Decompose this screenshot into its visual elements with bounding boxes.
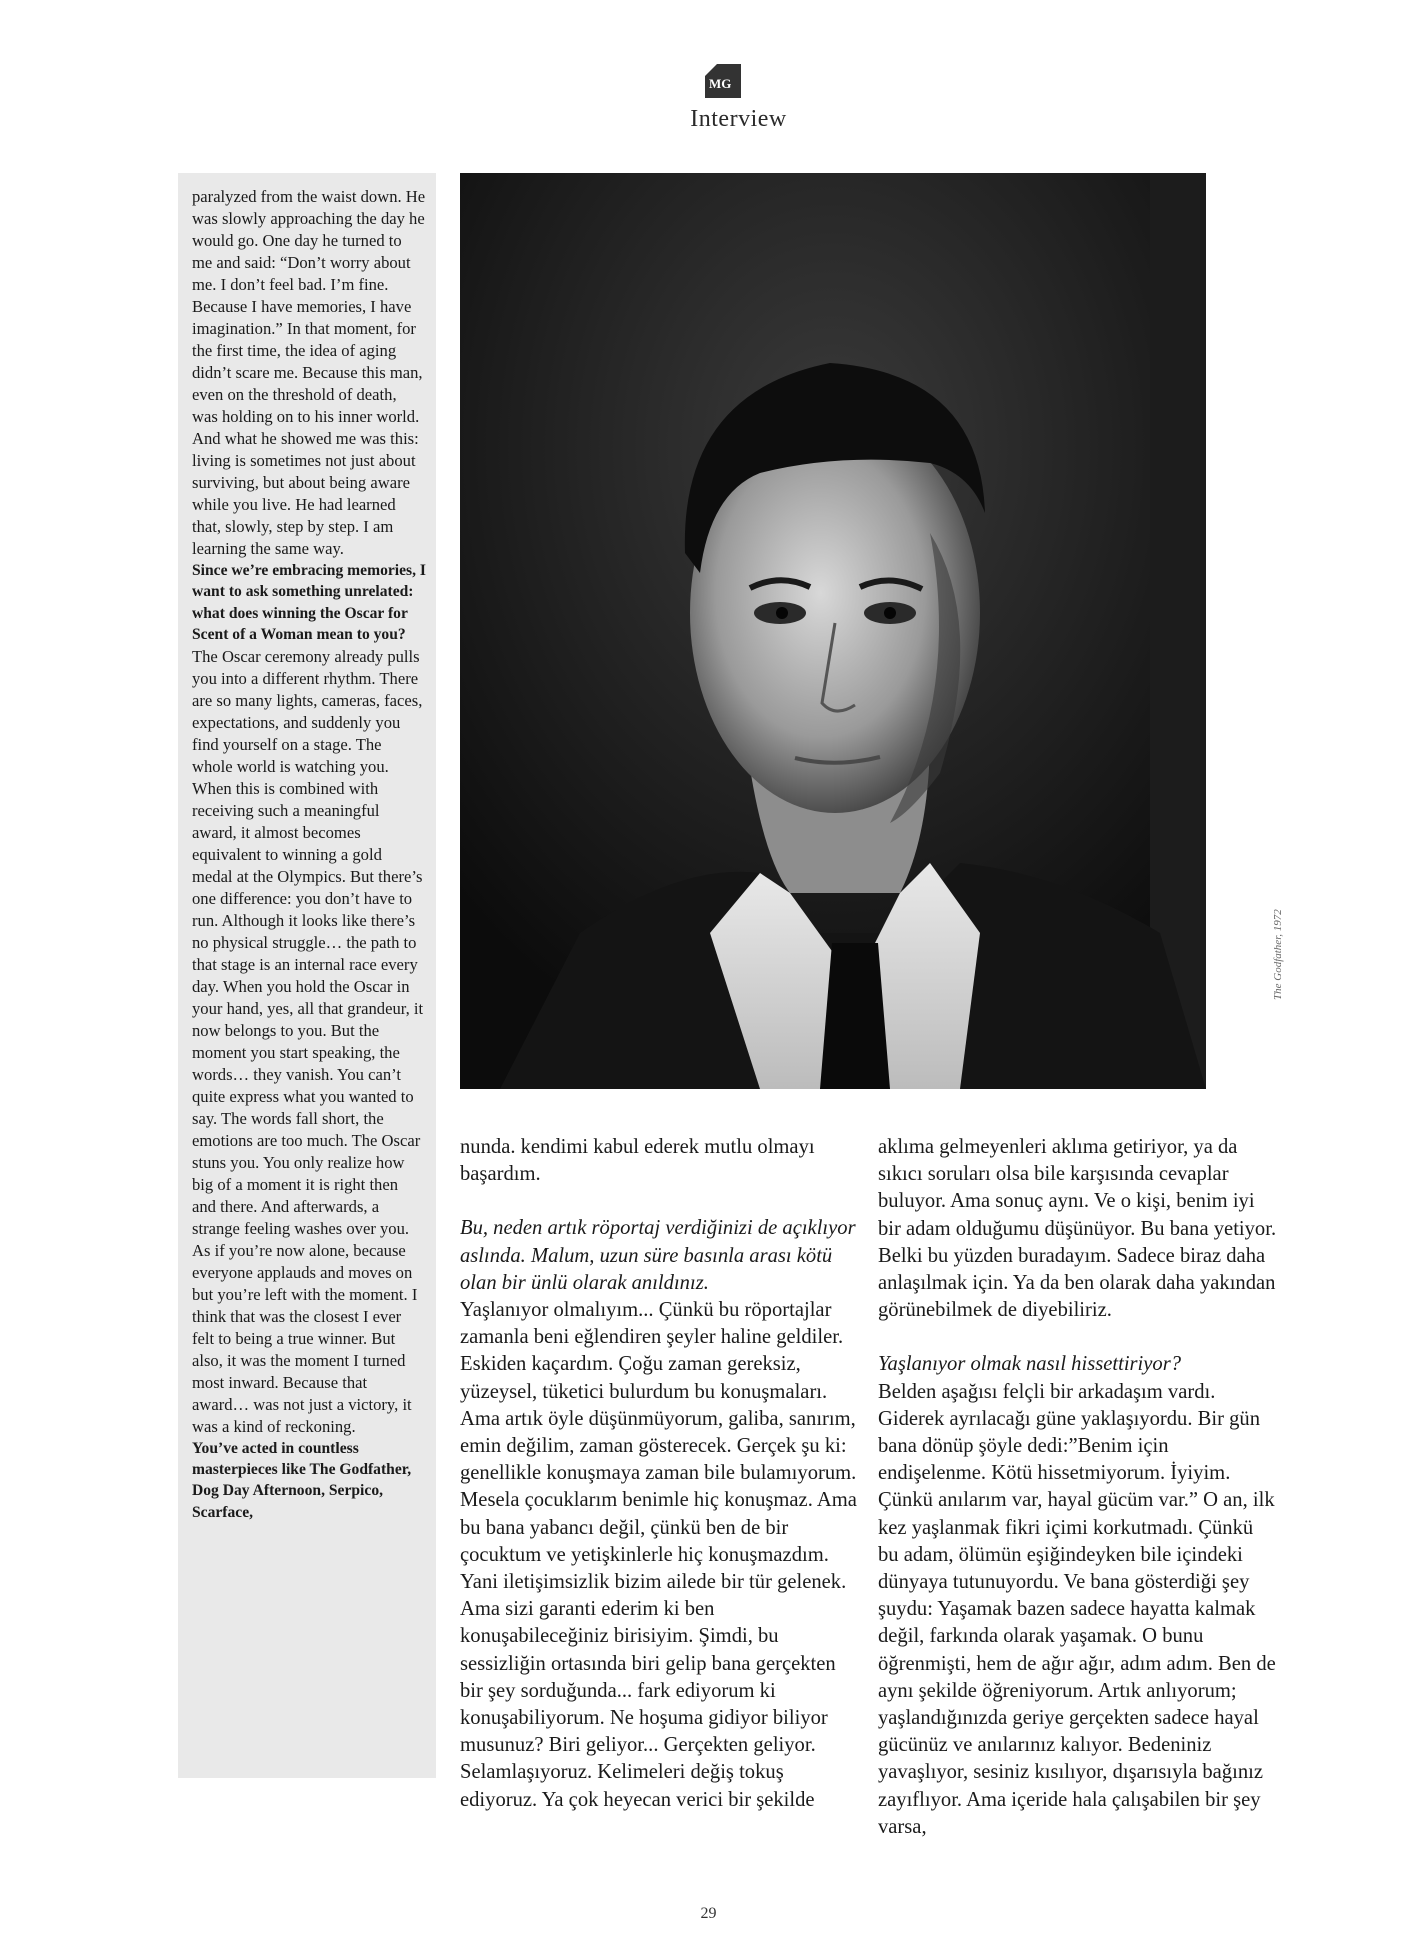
page-number: 29 bbox=[700, 1905, 717, 1922]
sidebar-question: Since we’re embracing memories, I want to ask something unrelated: what does winning the Oscar for Scent of a Woman mean to you? bbox=[192, 562, 426, 644]
interview-question: Bu, neden artık röportaj verdiğinizi de açıklıyor aslında. Malum, uzun süre basınla arası kötü olan bir ünlü olarak anıldınız. bbox=[460, 1217, 856, 1294]
article-paragraph: nunda. kendimi kabul ederek mutlu olmayı başardım. bbox=[460, 1136, 815, 1186]
photo-credit: The Godfather, 1972 bbox=[1272, 909, 1284, 1000]
article-column-3 bbox=[878, 1134, 1278, 1841]
logo-text: MG bbox=[709, 76, 732, 91]
sidebar-column bbox=[178, 173, 436, 1778]
article-column-2 bbox=[460, 1134, 860, 1814]
article-paragraph: Belden aşağısı felçli bir arkadaşım vardı. Giderek ayrılacağı güne yaklaşıyordu. Bir gün bana dönüp şöyle dedi:”Benim için endişelenme. Kötü hissetmiyorum. İyiyim. Çünkü anılarım var, hayal gücüm var.” O an, ilk kez yaşlanmak fikri içimi korkutmadı. Çünkü bu adam, ölümün eşiğindeyken bile içindeki dünyaya tutunuyordu. Ve bana gösterdiği şey şuydu: Yaşamak bazen sadece hayatta kalmak değil, farkında olarak yaşamak. O bunu öğrenmişti, hem de ağır ağır, adım adım. Ben de aynı şekilde öğreniyorum. Artık anlıyorum; yaşlandığınızda geriye gerçekten sadece hayal gücünüz ve anılarınız kalıyor. Bedeniniz yavaşlıyor, sesiniz kısılıyor, dışarısıyla bağınız zayıflıyor. Ama içeride hala çalışabilen bir şey varsa, bbox=[878, 1380, 1276, 1838]
magazine-logo bbox=[705, 64, 741, 98]
sidebar-paragraph: paralyzed from the waist down. He was slowly approaching the day he would go. One day he turned to me and said: “Don’t worry about me. I don’t feel bad. I’m fine. Because I have memories, I have imagination.” In that moment, for the first time, the idea of aging didn’t scare me. Because this man, even on the threshold of death, was holding on to his inner world. And what he showed me was this: living is sometimes not just about surviving, but about being aware while you live. He had learned that, slowly, step by step. I am learning the same way. bbox=[192, 187, 426, 558]
sidebar-question: You’ve acted in countless masterpieces like The Godfather, Dog Day Afternoon, Serpico, Scarface, bbox=[192, 1439, 412, 1521]
section-title: Interview bbox=[690, 106, 787, 132]
article-paragraph: aklıma gelmeyenleri aklıma getiriyor, ya da sıkıcı soruları olsa bile karşısında cevaplar buluyor. Ama sonuç aynı. Ve o kişi, benim iyi bir adam olduğumu düşünüyor. Bu bana yetiyor. Belki bu yüzden buradayım. Sadece biraz daha anlaşılmak için. Ya da ben olarak daha yakından görünebilmek de diyebiliriz. bbox=[878, 1136, 1277, 1322]
portrait-photo bbox=[460, 173, 1206, 1089]
interview-question: Yaşlanıyor olmak nasıl hissettiriyor? bbox=[878, 1353, 1182, 1376]
sidebar-paragraph: The Oscar ceremony already pulls you into a different rhythm. There are so many lights, cameras, faces, expectations, and suddenly you find yourself on a stage. The whole world is watching you. When this is combined with receiving such a meaningful award, it almost becomes equivalent to winning a gold medal at the Olympics. But there’s one difference: you don’t have to run. Although it looks like there’s no physical struggle… the path to that stage is an internal race every day. When you hold the Oscar in your hand, yes, all that grandeur, it now belongs to you. But the moment you start speaking, the words… they vanish. You can’t quite express what you wanted to say. The words fall short, the emotions are too much. The Oscar stuns you. You only realize how big of a moment it is right then and there. And afterwards, a strange feeling washes over you. As if you’re now alone, because everyone applauds and moves on but you’re left with the moment. I think that was the closest I ever felt to being a true winner. But also, it was the moment I turned most inward. Because that award… was not just a victory, it was a kind of reckoning. bbox=[192, 646, 424, 1436]
article-paragraph: Yaşlanıyor olmalıyım... Çünkü bu röportajlar zamanla beni eğlendiren şeyler haline geldiler. Eskiden kaçardım. Çoğu zaman gereksiz, yüzeysel, tüketici bulurdum bu konuşmaları. Ama artık öyle düşünmüyorum, galiba, sanırım, emin değilim, zaman gösterecek. Gerçek şu ki: genellikle konuşmaya zaman bile bulamıyorum. Mesela çocuklarım benimle hiç konuşmaz. Ama bu bana yabancı değil, çünkü ben de bir çocuktum ve yetişkinlerle hiç konuşmazdım. Yani iletişimsizlik bizim ailede bir tür gelenek. Ama sizi garanti ederim ki ben konuşabileceğiniz birisiyim. Şimdi, bu sessizliğin ortasında biri gelip bana gerçekten bir şey sorduğunda... fark ediyorum ki konuşabiliyorum. Ne hoşuma gidiyor biliyor musunuz? Biri geliyor... Gerçekten geliyor. Selamlaşıyoruz. Kelimeleri değiş tokuş ediyoruz. Ya çok heyecan verici bir şekilde bbox=[460, 1299, 857, 1811]
